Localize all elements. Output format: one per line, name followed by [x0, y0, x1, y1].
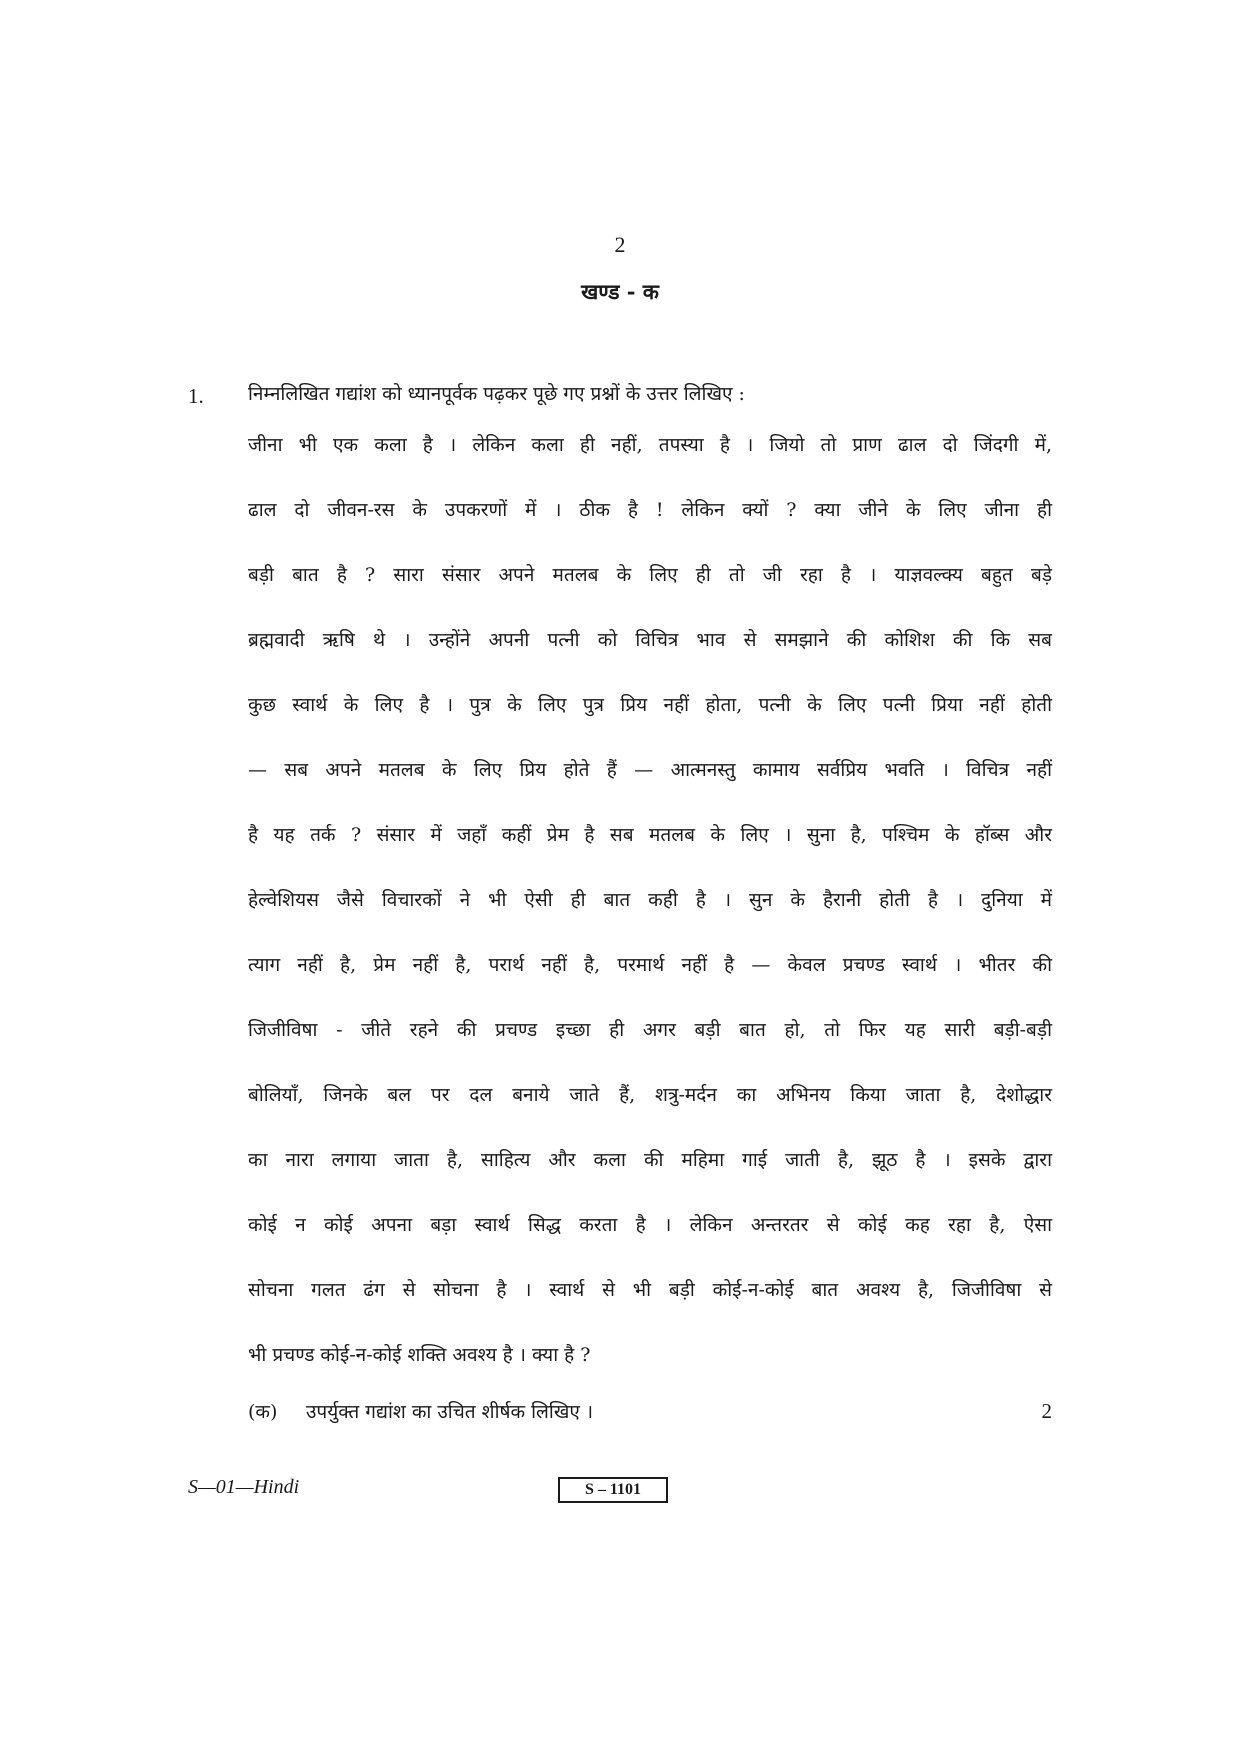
- passage-line: जीना भी एक कला है । लेकिन कला ही नहीं, तपस्या है । जियो तो प्राण ढाल दो जिंदगी में,: [248, 434, 1052, 456]
- paper-code: S—01—Hindi: [188, 1476, 300, 1498]
- passage-line: त्याग नहीं है, प्रेम नहीं है, परार्थ नहीं है, परमार्थ नहीं है — केवल प्रचण्ड स्वार्थ । भीतर की: [248, 954, 1052, 976]
- passage: [248, 428, 1052, 1403]
- passage-line: हेल्वेशियस जैसे विचारकों ने भी ऐसी ही बात कही है । सुन के हैरानी होती है । दुनिया में: [248, 889, 1052, 911]
- passage-line: का नारा लगाया जाता है, साहित्य और कला की महिमा गाई जाती है, झूठ है । इसके द्वारा: [248, 1149, 1052, 1171]
- question-number: 1.: [188, 384, 204, 408]
- subquestion-label: (क): [248, 1401, 278, 1423]
- question-instruction: निम्नलिखित गद्यांश को ध्यानपूर्वक पढ़कर पूछे गए प्रश्नों के उत्तर लिखिए :: [248, 383, 745, 405]
- subquestion-marks: 2: [1041, 1399, 1052, 1423]
- passage-line: — सब अपने मतलब के लिए प्रिय होते हैं — आत्मनस्तु कामाय सर्वप्रिय भवति । विचित्र नहीं: [248, 759, 1052, 781]
- passage-line: ब्रह्मवादी ऋषि थे । उन्होंने अपनी पत्नी को विचित्र भाव से समझाने की कोशिश की कि सब: [248, 629, 1052, 651]
- section-heading: खण्ड - क: [581, 279, 659, 304]
- passage-line: कुछ स्वार्थ के लिए है । पुत्र के लिए पुत्र प्रिय नहीं होता, पत्नी के लिए पत्नी प्रिया नहीं होती: [248, 694, 1052, 716]
- subquestion-text: उपर्युक्त गद्यांश का उचित शीर्षक लिखिए ।: [306, 1401, 594, 1423]
- passage-line: भी प्रचण्ड कोई-न-कोई शक्ति अवश्य है । क्या है ?: [248, 1344, 591, 1366]
- passage-line: कोई न कोई अपना बड़ा स्वार्थ सिद्ध करता है । लेकिन अन्तरतर से कोई कह रहा है, ऐसा: [248, 1214, 1052, 1236]
- subquestion-ka: [248, 1398, 1052, 1424]
- passage-line: बड़ी बात है ? सारा संसार अपने मतलब के लिए ही तो जी रहा है । याज्ञवल्क्य बहुत बड़े: [248, 564, 1052, 586]
- passage-line: ढाल दो जीवन-रस के उपकरणों में । ठीक है ! लेकिन क्यों ? क्या जीने के लिए जीना ही: [248, 499, 1052, 521]
- passage-line: जिजीविषा - जीते रहने की प्रचण्ड इच्छा ही अगर बड़ी बात हो, तो फिर यह सारी बड़ी-बड़ी: [248, 1019, 1052, 1041]
- paper-code-box: S – 1101: [558, 1477, 668, 1503]
- passage-line: बोलियाँ, जिनके बल पर दल बनाये जाते हैं, शत्रु-मर्दन का अभिनय किया जाता है, देशोद्धार: [248, 1084, 1052, 1106]
- passage-line: सोचना गलत ढंग से सोचना है । स्वार्थ से भी बड़ी कोई-न-कोई बात अवश्य है, जिजीविषा से: [248, 1279, 1052, 1301]
- passage-line: है यह तर्क ? संसार में जहाँ कहीं प्रेम है सब मतलब के लिए । सुना है, पश्चिम के हॉब्स और: [248, 824, 1052, 846]
- page-number: 2: [614, 232, 626, 257]
